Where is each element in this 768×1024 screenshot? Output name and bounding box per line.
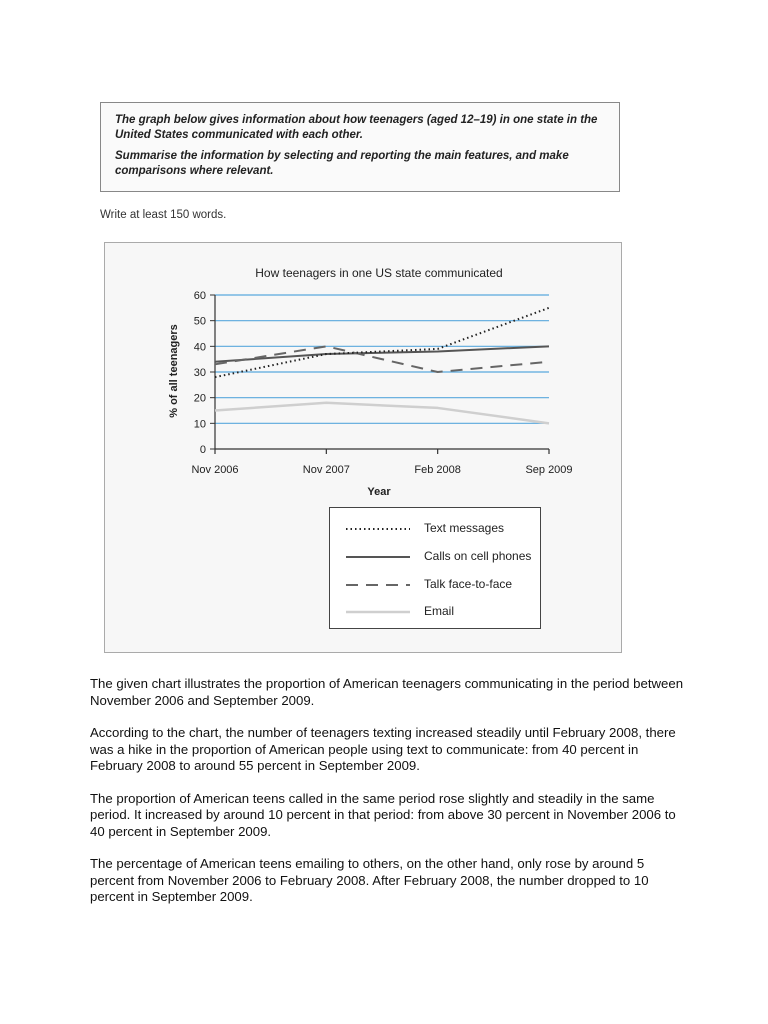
y-tick-label: 40 (193, 341, 206, 354)
legend-label: Text messages (424, 521, 505, 535)
legend-item-talk-face-to-face (344, 578, 534, 592)
y-tick-label: 0 (199, 444, 206, 456)
legend-swatch-solid (344, 552, 414, 562)
legend-label: Email (424, 604, 455, 618)
y-tick-label: 20 (193, 392, 206, 405)
y-tick-label: 50 (193, 315, 206, 328)
y-tick-label: 30 (193, 367, 206, 379)
essay-text (90, 676, 690, 922)
x-tick-label: Sep 2009 (525, 464, 573, 476)
word-count-instruction: Write at least 150 words. (100, 209, 227, 221)
essay-paragraph-3: The proportion of American teens called in the same period rose slightly and steadily in the same period. It increased by around 10 percent in that period: from above 30 percent in November 2006 to 40 percent in September 2009. (90, 790, 676, 839)
x-tick-label: Nov 2007 (302, 464, 350, 476)
y-tick-label: 60 (193, 290, 206, 302)
legend-item-calls-on-cell-phones (344, 550, 534, 564)
legend-swatch-dashed (344, 580, 414, 590)
task-prompt: The graph below gives information about how teenagers (aged 12–19) in one state in the United States communicated with each other. (115, 114, 598, 141)
legend-item-email (344, 605, 534, 619)
task-prompt-box (100, 102, 620, 192)
chart-title: How teenagers in one US state communicated (255, 266, 503, 280)
series-line-email (215, 403, 549, 424)
chart-legend (329, 507, 541, 629)
x-tick-label: Nov 2006 (191, 464, 239, 476)
x-tick-label: Feb 2008 (414, 464, 461, 476)
essay-paragraph-1: The given chart illustrates the proportion of American teenagers communicating in the period between November 2006 and September 2009. (90, 676, 684, 708)
legend-swatch-light (344, 607, 414, 617)
essay-paragraph-4: The percentage of American teens emailing to others, on the other hand, only rose by around 5 percent from November 2006 to February 2008. After February 2008, the number dropped to 10 percent in September 2009. (90, 856, 649, 904)
essay-paragraph-2: According to the chart, the number of teenagers texting increased steadily until February 2008, there was a hike in the proportion of American people using text to communicate: from 40 percent in February 2008 to around 55 percent in September 2009. (90, 725, 676, 773)
task-instruction: Summarise the information by selecting and reporting the main features, and make comparisons where relevant. (115, 150, 569, 177)
y-tick-label: 10 (193, 418, 206, 431)
y-axis-label: % of all teenagers (168, 324, 180, 418)
x-axis-label: Year (367, 486, 391, 498)
line-chart (104, 242, 622, 653)
legend-swatch-dotted (344, 524, 414, 534)
legend-item-text-messages (344, 522, 534, 536)
legend-label: Talk face-to-face (424, 577, 513, 591)
legend-label: Calls on cell phones (424, 549, 532, 563)
